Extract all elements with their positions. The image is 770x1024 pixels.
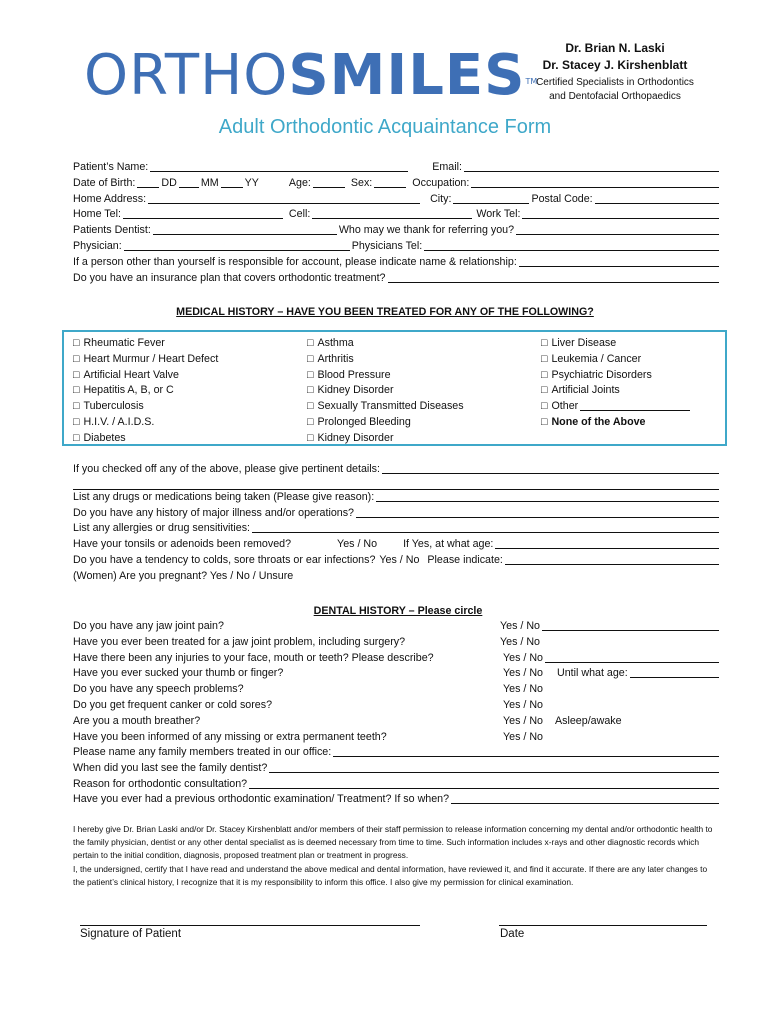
checkbox-icon[interactable]: □ <box>73 415 80 428</box>
condition-label: Other <box>551 400 579 413</box>
checkbox-icon[interactable]: □ <box>307 337 314 349</box>
medical-followup-section <box>73 462 721 585</box>
yes-no-option[interactable]: Yes / No <box>503 730 544 743</box>
physician-tel-label: Physicians Tel: <box>351 239 423 252</box>
checkbox-icon[interactable]: □ <box>307 368 314 381</box>
previous-exam-field[interactable] <box>451 792 719 804</box>
medical-history-heading: MEDICAL HISTORY – HAVE YOU BEEN TREATED FOR ANY OF THE FOLLOWING? <box>176 306 594 318</box>
yes-no-option[interactable]: Yes / No <box>503 651 544 664</box>
logo-trademark: TM <box>525 77 538 86</box>
medical-checkbox-item[interactable] <box>541 352 721 368</box>
drugs-label: List any drugs or medications being taken (Please give reason): <box>73 490 375 503</box>
medical-checkbox-item[interactable] <box>541 399 721 415</box>
row-illness <box>73 506 721 522</box>
row-physician <box>73 239 721 255</box>
checkbox-icon[interactable]: □ <box>307 431 314 444</box>
dental-question: Do you have any speech problems? <box>73 683 244 696</box>
tonsils-label: Have your tonsils or adenoids been removed? <box>73 538 292 551</box>
row-details <box>73 462 721 478</box>
asleep-awake-option[interactable]: Asleep/awake <box>555 714 622 727</box>
checkbox-icon[interactable]: □ <box>307 400 314 413</box>
reason-field[interactable] <box>249 777 719 789</box>
age-field[interactable] <box>313 176 345 188</box>
row-tonsils <box>73 537 721 553</box>
infections-label: Do you have a tendency to colds, sore throats or ear infections? <box>73 553 376 566</box>
referral-label: Who may we thank for referring you? <box>338 224 515 237</box>
dob-label: Date of Birth: <box>73 176 136 189</box>
city-label: City: <box>430 192 452 205</box>
checkbox-icon[interactable]: □ <box>541 368 548 381</box>
medical-checkbox-item[interactable] <box>541 383 721 399</box>
patient-signature-line[interactable] <box>80 925 420 926</box>
orthosmiles-logo <box>84 43 538 108</box>
row-previous-exam <box>73 792 721 808</box>
consent-certify-paragraph: I, the undersigned, certify that I have read and understand the above medical and dental information, have reviewed it, and find it accurate. If there are any later changes to the patient’s clinical history, I recognize that it is my responsibility to inform this office. I also give my permission for clinical examination. <box>73 863 708 887</box>
infections-yes-no[interactable]: Yes / No <box>379 553 420 566</box>
medical-checkbox-item[interactable] <box>73 399 218 415</box>
medical-checkbox-item[interactable] <box>73 383 218 399</box>
condition-label: Rheumatic Fever <box>83 337 165 349</box>
logo-ortho: ORTHO <box>84 43 289 108</box>
row-responsible <box>73 255 721 271</box>
medical-checkbox-item[interactable] <box>541 336 721 352</box>
checkbox-icon[interactable]: □ <box>307 384 314 397</box>
row-details-continued <box>73 478 721 490</box>
medical-checkbox-item[interactable] <box>307 431 464 447</box>
condition-label: Prolonged Bleeding <box>317 415 411 428</box>
cell-field[interactable] <box>312 207 472 219</box>
medical-column-2 <box>307 336 464 447</box>
date-label: Date <box>500 928 525 940</box>
occupation-field[interactable] <box>471 176 719 188</box>
doctor-1: Dr. Brian N. Laski <box>565 41 665 55</box>
checkbox-icon[interactable]: □ <box>73 337 80 349</box>
yes-no-option[interactable]: Yes / No <box>503 667 544 680</box>
certification-line-2: and Dentofacial Orthopaedics <box>549 91 681 102</box>
condition-label: Hepatitis A, B, or C <box>83 384 174 397</box>
family-field[interactable] <box>333 745 719 757</box>
yes-no-option[interactable]: Yes / No <box>503 714 544 727</box>
row-phones <box>73 207 721 223</box>
yes-no-option[interactable]: Yes / No <box>500 635 541 648</box>
dental-question: Have you ever sucked your thumb or finger? <box>73 667 284 680</box>
form-title: Adult Orthodontic Acquaintance Form <box>218 116 552 138</box>
doctor-2: Dr. Stacey J. Kirshenblatt <box>542 58 688 72</box>
condition-label: Tuberculosis <box>83 400 144 413</box>
dob-dd: DD <box>161 176 177 189</box>
medical-checkbox-item[interactable] <box>307 336 464 352</box>
condition-label: Arthritis <box>317 352 354 365</box>
dental-followup-section <box>73 745 721 808</box>
condition-label: Blood Pressure <box>317 368 391 381</box>
allergies-field[interactable] <box>252 521 719 533</box>
row-reason <box>73 777 721 793</box>
until-age-field[interactable] <box>630 666 719 678</box>
illness-label: Do you have any history of major illness and/or operations? <box>73 506 354 519</box>
age-label: Age: <box>288 176 311 189</box>
condition-label: Kidney Disorder <box>317 384 394 397</box>
checkbox-icon[interactable]: □ <box>73 368 80 381</box>
tonsils-yes-no[interactable]: Yes / No <box>337 538 378 551</box>
dental-history-heading: DENTAL HISTORY – Please circle <box>313 605 483 617</box>
condition-label: Liver Disease <box>551 337 617 349</box>
reason-label: Reason for orthodontic consultation? <box>73 777 248 790</box>
dental-questions <box>73 619 434 745</box>
patient-info-section <box>73 160 721 286</box>
email-field[interactable] <box>464 160 719 172</box>
signature-label: Signature of Patient <box>80 928 182 940</box>
dental-question: Have you been informed of any missing or extra permanent teeth? <box>73 730 387 743</box>
medical-checkbox-item[interactable] <box>73 415 218 431</box>
dental-answer-5 <box>500 682 721 698</box>
work-tel-label: Work Tel: <box>476 208 521 221</box>
doctors-block <box>520 40 710 104</box>
row-last-dentist <box>73 761 721 777</box>
certification-line-1: Certified Specialists in Orthodontics <box>536 77 694 88</box>
none-of-the-above-label: None of the Above <box>551 415 646 428</box>
checkbox-icon[interactable]: □ <box>73 431 80 444</box>
home-tel-field[interactable] <box>123 207 283 219</box>
yes-no-option[interactable]: Yes / No <box>503 683 544 696</box>
email-label: Email: <box>432 161 462 173</box>
dental-answer-6 <box>500 698 721 714</box>
address-label: Home Address: <box>73 192 147 205</box>
address-field[interactable] <box>148 192 420 204</box>
checkbox-icon[interactable]: □ <box>541 352 548 365</box>
insurance-field[interactable] <box>388 271 720 283</box>
checkbox-icon[interactable]: □ <box>73 400 80 413</box>
condition-label: Asthma <box>317 337 354 349</box>
dental-answer-1 <box>500 619 721 635</box>
insurance-label: Do you have an insurance plan that covers orthodontic treatment? <box>73 271 386 284</box>
cell-label: Cell: <box>288 208 311 221</box>
condition-label: Diabetes <box>83 431 126 444</box>
yes-no-option[interactable]: Yes / No <box>500 620 541 632</box>
dob-mm: MM <box>200 176 219 189</box>
tonsils-age-field[interactable] <box>495 537 719 549</box>
checkbox-icon[interactable]: □ <box>541 415 548 428</box>
last-dentist-label: When did you last see the family dentist? <box>73 761 268 774</box>
dental-answer-7 <box>500 714 721 730</box>
condition-label: Artificial Joints <box>551 384 620 397</box>
work-tel-field[interactable] <box>522 207 719 219</box>
checkbox-icon[interactable]: □ <box>541 384 548 397</box>
dob-day-field[interactable] <box>137 176 159 188</box>
row-drugs <box>73 490 721 506</box>
consent-text <box>73 823 721 889</box>
name-field[interactable] <box>150 160 408 172</box>
responsible-field[interactable] <box>519 255 719 267</box>
family-label: Please name any family members treated in our office: <box>73 746 332 758</box>
details-field[interactable] <box>382 462 719 474</box>
sex-label: Sex: <box>350 176 373 189</box>
condition-label: Heart Murmur / Heart Defect <box>83 352 219 365</box>
last-dentist-field[interactable] <box>269 761 719 773</box>
dental-answer-4 <box>500 666 721 682</box>
infections-indicate-label: Please indicate: <box>427 553 503 566</box>
medical-checkbox-item[interactable] <box>73 336 218 352</box>
other-condition-field[interactable] <box>580 399 690 411</box>
home-tel-label: Home Tel: <box>73 208 121 221</box>
row-infections <box>73 553 721 569</box>
medical-checkbox-item[interactable] <box>307 415 464 431</box>
date-signature-line[interactable] <box>499 925 707 926</box>
details-field-continued[interactable] <box>73 478 719 490</box>
row-insurance <box>73 271 721 287</box>
medical-checkbox-item[interactable] <box>541 368 721 384</box>
referral-field[interactable] <box>516 223 719 235</box>
postal-code-field[interactable] <box>595 192 719 204</box>
row-dentist <box>73 223 721 239</box>
until-age-label: Until what age: <box>557 667 628 680</box>
dob-year-field[interactable] <box>221 176 243 188</box>
physician-label: Physician: <box>73 239 122 252</box>
dental-question: Do you have any jaw joint pain? <box>73 620 224 632</box>
medical-checkbox-item[interactable] <box>73 368 218 384</box>
consent-release-paragraph: I hereby give Dr. Brian Laski and/or Dr. Stacey Kirshenblatt and/or members of their staff permission to release information concerning my dental and/or orthodontic health to the family physician, dentist or any other dental specialist as is deemed necessary from time to time. Such information includes x-rays and other diagnostic records which pertain to the initial condition, diagnosis, proposed treatment plan or treatment in progress. <box>73 824 713 861</box>
dental-question: Are you a mouth breather? <box>73 714 201 727</box>
row-allergies <box>73 521 721 537</box>
condition-label: Artificial Heart Valve <box>83 368 179 381</box>
yes-no-option[interactable]: Yes / No <box>503 698 544 711</box>
row-dob <box>73 176 721 192</box>
condition-label: Kidney Disorder <box>317 431 394 444</box>
illness-field[interactable] <box>356 506 719 518</box>
jaw-pain-notes-field[interactable] <box>542 619 719 631</box>
name-label: Patient’s Name: <box>73 161 149 173</box>
row-address <box>73 192 721 208</box>
infections-field[interactable] <box>505 553 719 565</box>
condition-label: Sexually Transmitted Diseases <box>317 400 464 413</box>
medical-checkbox-item[interactable] <box>73 352 218 368</box>
physician-field[interactable] <box>124 239 350 251</box>
row-name-email <box>73 160 721 176</box>
checkbox-icon[interactable]: □ <box>541 337 548 349</box>
condition-label: Leukemia / Cancer <box>551 352 642 365</box>
allergies-label: List any allergies or drug sensitivities: <box>73 522 251 535</box>
details-label: If you checked off any of the above, please give pertinent details: <box>73 463 380 475</box>
checkbox-icon[interactable]: □ <box>73 384 80 397</box>
dental-answer-2 <box>500 635 721 651</box>
logo-smiles: SMILES <box>288 43 526 108</box>
responsible-label: If a person other than yourself is responsible for account, please indicate name & relationship: <box>73 255 517 268</box>
medical-column-1 <box>73 336 218 447</box>
medical-checkbox-item[interactable] <box>307 352 464 368</box>
injury-description-field[interactable] <box>545 651 719 663</box>
postal-label: Postal Code: <box>531 192 593 205</box>
dental-question: Do you get frequent canker or cold sores? <box>73 698 273 711</box>
dob-yy: YY <box>244 176 259 189</box>
occupation-label: Occupation: <box>412 176 470 189</box>
drugs-field[interactable] <box>376 490 719 502</box>
dental-answer-3 <box>500 651 721 667</box>
sex-field[interactable] <box>374 176 406 188</box>
checkbox-icon[interactable]: □ <box>541 400 548 413</box>
medical-checkbox-item[interactable] <box>307 399 464 415</box>
previous-exam-label: Have you ever had a previous orthodontic examination/ Treatment? If so when? <box>73 793 450 806</box>
dental-answer-8 <box>500 730 721 746</box>
row-pregnant <box>73 569 721 585</box>
medical-column-3 <box>541 336 721 431</box>
medical-checkbox-item[interactable] <box>307 383 464 399</box>
dental-answers <box>500 619 721 745</box>
tonsils-age-label: If Yes, at what age: <box>403 538 494 551</box>
dentist-field[interactable] <box>153 223 337 235</box>
dentist-label: Patients Dentist: <box>73 224 151 237</box>
checkbox-icon[interactable]: □ <box>307 415 314 428</box>
city-field[interactable] <box>453 192 529 204</box>
condition-label: Psychiatric Disorders <box>551 368 652 381</box>
none-of-the-above-item[interactable] <box>541 415 721 431</box>
dental-question: Have there been any injuries to your face, mouth or teeth? Please describe? <box>73 651 434 664</box>
row-family <box>73 745 721 761</box>
dental-question: Have you ever been treated for a jaw joint problem, including surgery? <box>73 635 406 648</box>
dob-month-field[interactable] <box>179 176 199 188</box>
medical-checkbox-item[interactable] <box>307 368 464 384</box>
medical-checkbox-item[interactable] <box>73 431 218 447</box>
checkbox-icon[interactable]: □ <box>73 352 80 365</box>
condition-label: H.I.V. / A.I.D.S. <box>83 415 155 428</box>
physician-tel-field[interactable] <box>424 239 719 251</box>
checkbox-icon[interactable]: □ <box>307 352 314 365</box>
pregnant-label[interactable]: (Women) Are you pregnant? Yes / No / Unsure <box>73 569 294 582</box>
